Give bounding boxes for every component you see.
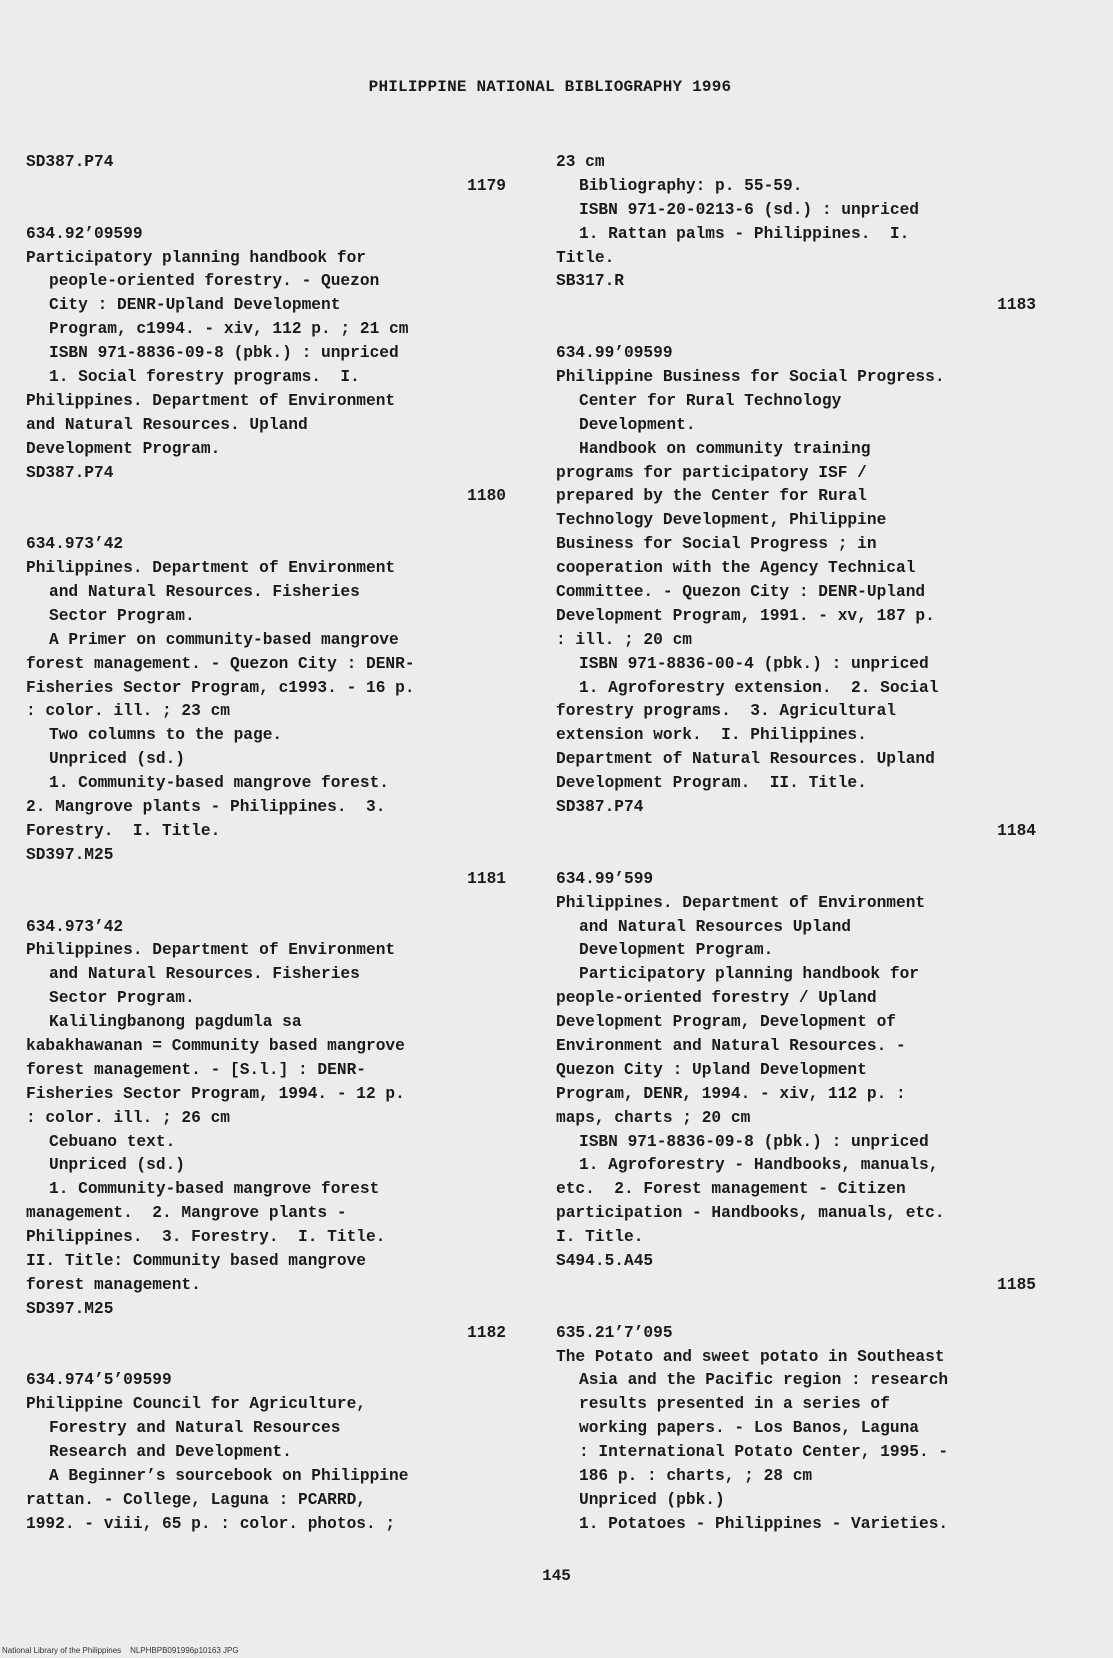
- page-title: PHILIPPINE NATIONAL BIBLIOGRAPHY 1996: [368, 78, 732, 96]
- text-line: ISBN 971-8836-09-8 (pbk.) : unpriced: [49, 344, 399, 363]
- text-line: maps, charts ; 20 cm: [556, 1108, 751, 1127]
- text-line: Development Program. II. Title.: [556, 774, 867, 793]
- text-line: Development Program, Development of: [556, 1013, 896, 1032]
- text-line: ISBN 971-20-0213-6 (sd.) : unpriced: [579, 200, 919, 219]
- text-line: 23 cm: [556, 153, 605, 171]
- spacer: [556, 318, 1036, 342]
- text-line: II. Title: Community based mangrove: [26, 1251, 366, 1270]
- text-line: Kalilingbanong pagdumla sa: [49, 1013, 302, 1032]
- text-line: 1. Agroforestry - Handbooks, manuals,: [579, 1156, 939, 1175]
- text-line: forestry programs. 3. Agricultural: [556, 702, 896, 721]
- text-line: Development Program, 1991. - xv, 187 p.: [556, 606, 935, 625]
- text-line: : International Potato Center, 1995. -: [579, 1443, 949, 1462]
- text-line: Forestry and Natural Resources: [49, 1419, 341, 1438]
- text-line: 1. Social forestry programs. I.: [49, 368, 360, 387]
- text-line: 634.92’09599: [26, 224, 143, 243]
- text-line: Quezon City : Upland Development: [556, 1060, 867, 1079]
- text-line: Center for Rural Technology: [579, 391, 842, 410]
- spacer: [556, 1298, 1036, 1322]
- text-line: Sector Program.: [49, 606, 195, 625]
- entry-number: 1180: [467, 487, 506, 506]
- text-line: Philippines. Department of Environment: [26, 941, 396, 960]
- text-line: A Primer on community-based mangrove: [49, 630, 399, 649]
- text-line: The Potato and sweet potato in Southeast: [556, 1347, 945, 1366]
- text-line: 1. Potatoes - Philippines - Varieties.: [579, 1514, 949, 1533]
- text-line: ISBN 971-8836-00-4 (pbk.) : unpriced: [579, 654, 929, 673]
- text-line: Philippines. Department of Environment: [26, 391, 396, 410]
- text-line: Unpriced (sd.): [49, 1156, 185, 1175]
- right-column: [556, 151, 1036, 1537]
- text-line: kabakhawanan = Community based mangrove: [26, 1036, 405, 1055]
- text-line: and Natural Resources. Upland: [26, 415, 308, 434]
- spacer: [26, 1346, 506, 1370]
- text-line: 634.99’09599: [556, 344, 673, 363]
- scan-footer: National Library of the Philippines NLPHBPB091996p10163 JPG: [2, 1646, 239, 1655]
- text-line: cooperation with the Agency Technical: [556, 559, 916, 578]
- text-line: SD387.P74: [26, 463, 114, 482]
- text-line: Sector Program.: [49, 989, 195, 1008]
- entry-number: 1182: [467, 1323, 506, 1342]
- text-line: participation - Handbooks, manuals, etc.: [556, 1204, 945, 1223]
- text-line: Program, c1994. - xiv, 112 p. ; 21 cm: [49, 320, 409, 339]
- text-line: Development Program.: [26, 439, 221, 458]
- text-line: Participatory planning handbook for: [579, 965, 919, 984]
- text-line: SD387.P74: [556, 798, 644, 817]
- text-line: forest management. - [S.l.] : DENR-: [26, 1060, 366, 1079]
- spacer: [26, 199, 506, 223]
- text-line: people-oriented forestry. - Quezon: [49, 272, 380, 291]
- text-line: S494.5.A45: [556, 1251, 654, 1270]
- text-line: Fisheries Sector Program, c1993. - 16 p.: [26, 678, 415, 697]
- text-line: SD397.M25: [26, 845, 114, 864]
- text-line: rattan. - College, Laguna : PCARRD,: [26, 1490, 366, 1509]
- text-line: Philippines. Department of Environment: [26, 559, 396, 578]
- text-line: forest management. - Quezon City : DENR-: [26, 654, 415, 673]
- text-line: Philippines. Department of Environment: [556, 893, 926, 912]
- text-line: and Natural Resources. Fisheries: [49, 965, 360, 984]
- text-line: : color. ill. ; 26 cm: [26, 1108, 230, 1127]
- text-line: Unpriced (pbk.): [579, 1490, 725, 1509]
- text-line: management. 2. Mangrove plants -: [26, 1204, 347, 1223]
- text-line: programs for participatory ISF /: [556, 463, 867, 482]
- spacer: [556, 844, 1036, 868]
- text-line: Environment and Natural Resources. -: [556, 1036, 906, 1055]
- text-line: Handbook on community training: [579, 439, 871, 458]
- entry-number: 1185: [997, 1275, 1036, 1294]
- page-number: 145: [542, 1567, 571, 1585]
- text-line: people-oriented forestry / Upland: [556, 989, 877, 1008]
- text-line: SB317.R: [556, 272, 624, 291]
- text-line: prepared by the Center for Rural: [556, 487, 867, 506]
- text-line: 634.973’42: [26, 535, 124, 554]
- text-line: Research and Development.: [49, 1443, 292, 1462]
- text-line: Philippine Business for Social Progress.: [556, 368, 945, 387]
- text-line: 1. Agroforestry extension. 2. Social: [579, 678, 939, 697]
- text-line: 1. Community-based mangrove forest.: [49, 774, 389, 793]
- entry-number: 1179: [467, 176, 506, 195]
- entry-number: 1183: [997, 296, 1036, 315]
- text-line: Philippines. 3. Forestry. I. Title.: [26, 1228, 386, 1247]
- entry-number: 1184: [997, 821, 1036, 840]
- text-line: 634.973’42: [26, 917, 124, 936]
- text-line: SD397.M25: [26, 1299, 114, 1318]
- text-line: Development.: [579, 415, 696, 434]
- text-line: working papers. - Los Banos, Laguna: [579, 1419, 919, 1438]
- text-line: 635.21’7’095: [556, 1323, 673, 1342]
- text-line: Technology Development, Philippine: [556, 511, 887, 530]
- left-column: [26, 151, 506, 1537]
- text-line: 634.99’599: [556, 869, 654, 888]
- text-line: : ill. ; 20 cm: [556, 630, 692, 649]
- text-line: Philippine Council for Agriculture,: [26, 1395, 366, 1414]
- text-line: Program, DENR, 1994. - xiv, 112 p. :: [556, 1084, 906, 1103]
- entry-number: 1181: [467, 869, 506, 888]
- text-line: SD387.P74: [26, 153, 114, 171]
- text-line: ISBN 971-8836-09-8 (pbk.) : unpriced: [579, 1132, 929, 1151]
- text-line: Committee. - Quezon City : DENR-Upland: [556, 583, 926, 602]
- text-line: Participatory planning handbook for: [26, 248, 366, 267]
- text-line: and Natural Resources Upland: [579, 917, 851, 936]
- spacer: [26, 892, 506, 916]
- text-line: City : DENR-Upland Development: [49, 296, 341, 315]
- text-line: I. Title.: [556, 1228, 644, 1247]
- text-line: Forestry. I. Title.: [26, 821, 221, 840]
- text-line: Development Program.: [579, 941, 774, 960]
- text-line: forest management.: [26, 1275, 201, 1294]
- text-line: Unpriced (sd.): [49, 750, 185, 769]
- spacer: [26, 509, 506, 533]
- text-line: extension work. I. Philippines.: [556, 726, 867, 745]
- text-line: Asia and the Pacific region : research: [579, 1371, 949, 1390]
- text-line: etc. 2. Forest management - Citizen: [556, 1180, 906, 1199]
- text-line: 1. Rattan palms - Philippines. I.: [579, 224, 910, 243]
- text-line: and Natural Resources. Fisheries: [49, 583, 360, 602]
- text-line: Two columns to the page.: [49, 726, 283, 745]
- text-line: 186 p. : charts, ; 28 cm: [579, 1466, 813, 1485]
- text-line: Department of Natural Resources. Upland: [556, 750, 935, 769]
- text-line: 1. Community-based mangrove forest: [49, 1180, 380, 1199]
- text-line: 634.974’5’09599: [26, 1371, 172, 1390]
- text-line: A Beginner’s sourcebook on Philippine: [49, 1466, 409, 1485]
- text-line: : color. ill. ; 23 cm: [26, 702, 230, 721]
- text-line: results presented in a series of: [579, 1395, 890, 1414]
- text-line: Title.: [556, 248, 615, 267]
- text-line: 2. Mangrove plants - Philippines. 3.: [26, 798, 386, 817]
- text-line: Bibliography: p. 55-59.: [579, 176, 803, 195]
- text-line: Business for Social Progress ; in: [556, 535, 877, 554]
- text-line: Cebuano text.: [49, 1132, 176, 1151]
- text-line: Fisheries Sector Program, 1994. - 12 p.: [26, 1084, 405, 1103]
- text-line: 1992. - viii, 65 p. : color. photos. ;: [26, 1514, 396, 1533]
